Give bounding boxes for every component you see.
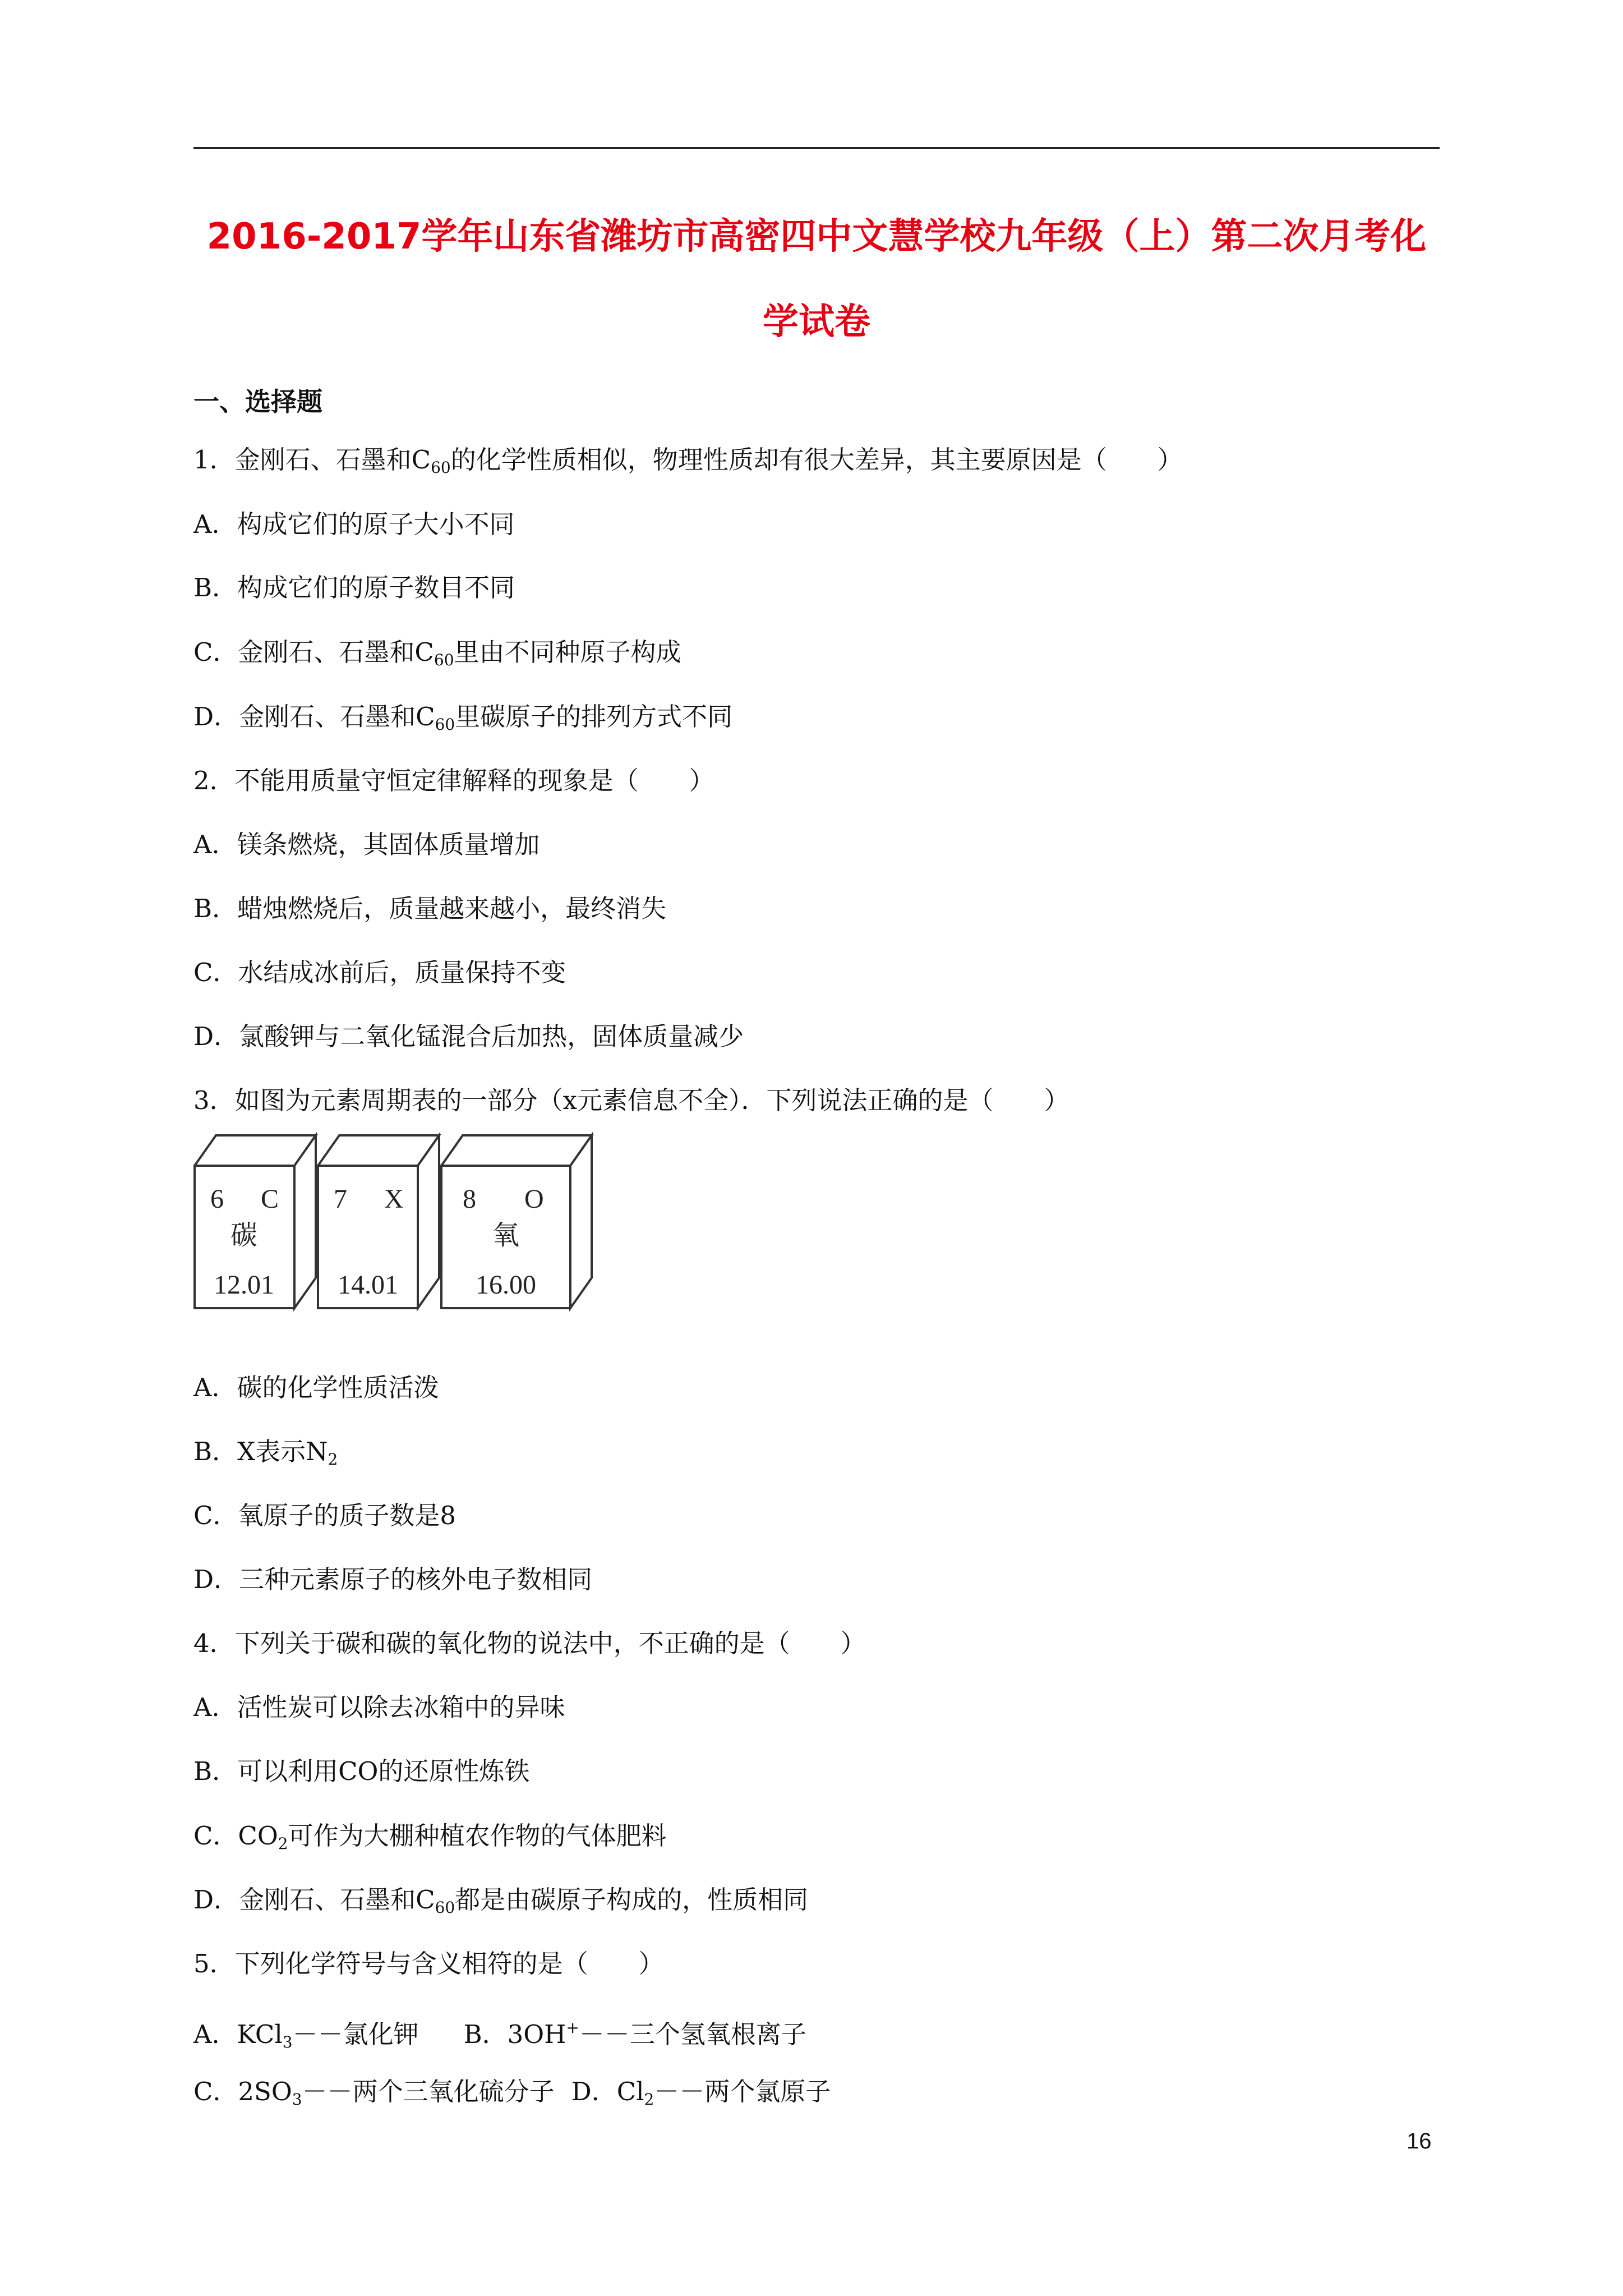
document-title-line1: 2016-2017学年山东省潍坊市高密四中文慧学校九年级（上）第二次月考化 [206,216,1427,257]
cell-mass: 12.01 [214,1270,274,1300]
q5-options-ab [193,2011,806,2059]
periodic-cell-oxygen [441,1135,592,1308]
q2-option-a: A．镁条燃烧，其固体质量增加 [193,830,540,859]
cell-symbol: X [384,1184,404,1214]
cell-name: 碳 [230,1220,258,1251]
q1-option-a: A．构成它们的原子大小不同 [193,509,515,539]
q3-option-a: A．碳的化学性质活泼 [193,1373,439,1402]
q3-option-b: B．X表示$N_2$ [193,1437,338,1469]
question-2: 2．不能用质量守恒定律解释的现象是（ ） [193,766,714,795]
q1-option-d: D．金刚石、石墨和$C_{60}$里碳原子的排列方式不同 [193,702,733,734]
q4-option-d: D．金刚石、石墨和$C_{60}$都是由碳原子构成的，性质相同 [193,1885,809,1917]
q2-option-b: B．蜡烛燃烧后，质量越来越小，最终消失 [193,894,667,923]
question-4: 4．下列关于碳和碳的氧化物的说法中，不正确的是（ ） [193,1628,866,1658]
document-title-line2: 学试卷 [763,301,870,343]
q3-option-c: C．氧原子的质子数是8 [193,1501,457,1530]
question-1: 1．金刚石、石墨和$C_{60}$的化学性质相似，物理性质却有很大差异，其主要原因是（ ） [193,445,1183,477]
q1-option-c: C．金刚石、石墨和$C_{60}$里由不同种原子构成 [193,637,681,669]
cell-number: 6 [210,1184,224,1214]
page-number: 16 [1407,2129,1432,2154]
cell-mass: 16.00 [476,1270,536,1300]
periodic-table-figure [193,1132,595,1312]
cell-symbol: C [261,1184,279,1214]
q3-option-d: D．三种元素原子的核外电子数相同 [193,1565,593,1594]
q4-option-b: B．可以利用CO的还原性炼铁 [193,1756,530,1786]
section-heading: 一、选择题 [193,386,322,417]
cell-number: 8 [463,1184,476,1214]
cell-mass: 14.01 [338,1270,398,1300]
header-rule [193,147,1440,149]
q4-option-c: C．$CO_2$可作为大棚种植农作物的气体肥料 [193,1821,667,1853]
q5-options-cd [193,2075,831,2116]
question-5: 5．下列化学符号与含义相符的是（ ） [193,1949,664,1978]
question-3: 3．如图为元素周期表的一部分（x元素信息不全）．下列说法正确的是（ ） [193,1085,1069,1115]
cell-number: 7 [334,1184,347,1214]
periodic-cell-carbon [195,1135,316,1308]
q5-option-c: C．$2SO_3--$两个三氧化硫分子 [193,2077,555,2109]
q5-option-b: B．3OH+－－三个氢氧根离子 [463,2018,806,2049]
q5-option-a: A．KCl$_3$－－氯化钾 [193,2019,419,2051]
q4-option-a: A．活性炭可以除去冰箱中的异味 [193,1692,565,1722]
cell-name: 氧 [492,1220,520,1251]
q2-option-c: C．水结成冰前后，质量保持不变 [193,958,566,987]
cell-symbol: O [524,1184,544,1214]
q5-option-d: D．$Cl_2--$两个氯原子 [571,2077,831,2109]
q2-option-d: D．氯酸钾与二氧化锰混合后加热，固体质量减少 [193,1022,744,1051]
q1-option-b: B．构成它们的原子数目不同 [193,573,515,602]
periodic-cell-x [318,1135,439,1308]
